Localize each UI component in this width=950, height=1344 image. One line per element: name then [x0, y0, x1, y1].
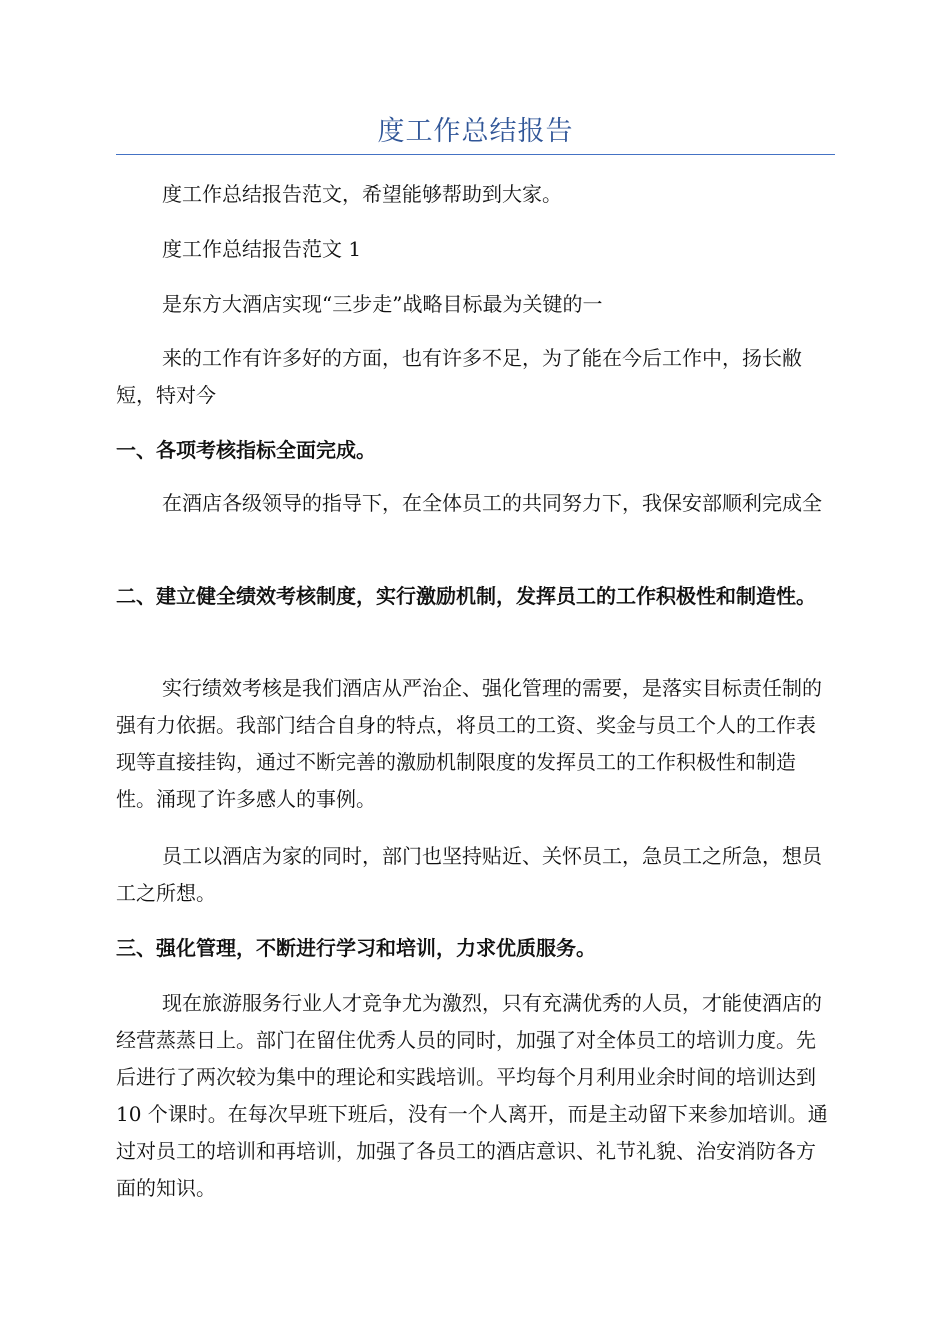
intro-paragraph: 度工作总结报告范文，希望能够帮助到大家。: [162, 182, 562, 206]
document-title: 度工作总结报告: [377, 116, 574, 147]
section-heading-3: 三、强化管理，不断进行学习和培训，力求优质服务。: [116, 936, 596, 960]
body-paragraph: 员工以酒店为家的同时，部门也坚持贴近、关怀员工，急员工之所急，想员工之所想。: [116, 844, 822, 905]
body-paragraph: 来的工作有许多好的方面，也有许多不足，为了能在今后工作中，扬长敝短，特对今: [116, 346, 802, 407]
body-paragraph: 在酒店各级领导的指导下，在全体员工的共同努力下，我保安部顺利完成全: [162, 491, 822, 515]
section-subtitle: 度工作总结报告范文 1: [162, 237, 362, 261]
body-paragraph: 实行绩效考核是我们酒店从严治企、强化管理的需要，是落实目标责任制的强有力依据。我部门结合自身的特点，将员工的工资、奖金与员工个人的工作表现等直接挂钩，通过不断完善的激励机制限度的发挥员工的工作积极性和制造性。涌现了许多感人的事例。: [116, 676, 822, 811]
title-underline: [116, 154, 835, 155]
body-paragraph: 是东方大酒店实现“三步走”战略目标最为关键的一: [162, 292, 603, 316]
section-heading-2: 二、建立健全绩效考核制度，实行激励机制，发挥员工的工作积极性和制造性。: [116, 584, 816, 608]
section-heading-1: 一、各项考核指标全面完成。: [116, 438, 376, 462]
body-paragraph: 现在旅游服务行业人才竞争尤为激烈，只有充满优秀的人员，才能使酒店的经营蒸蒸日上。部门在留住优秀人员的同时，加强了对全体员工的培训力度。先后进行了两次较为集中的理论和实践培训。平均每个月利用业余时间的培训达到 10 个课时。在每次早班下班后，没有一个人离开，而是主动留下来参加培训。通过对员工的培训和再培训，加强了各员工的酒店意识、礼节礼貌、治安消防各方面的知识。: [116, 991, 828, 1200]
